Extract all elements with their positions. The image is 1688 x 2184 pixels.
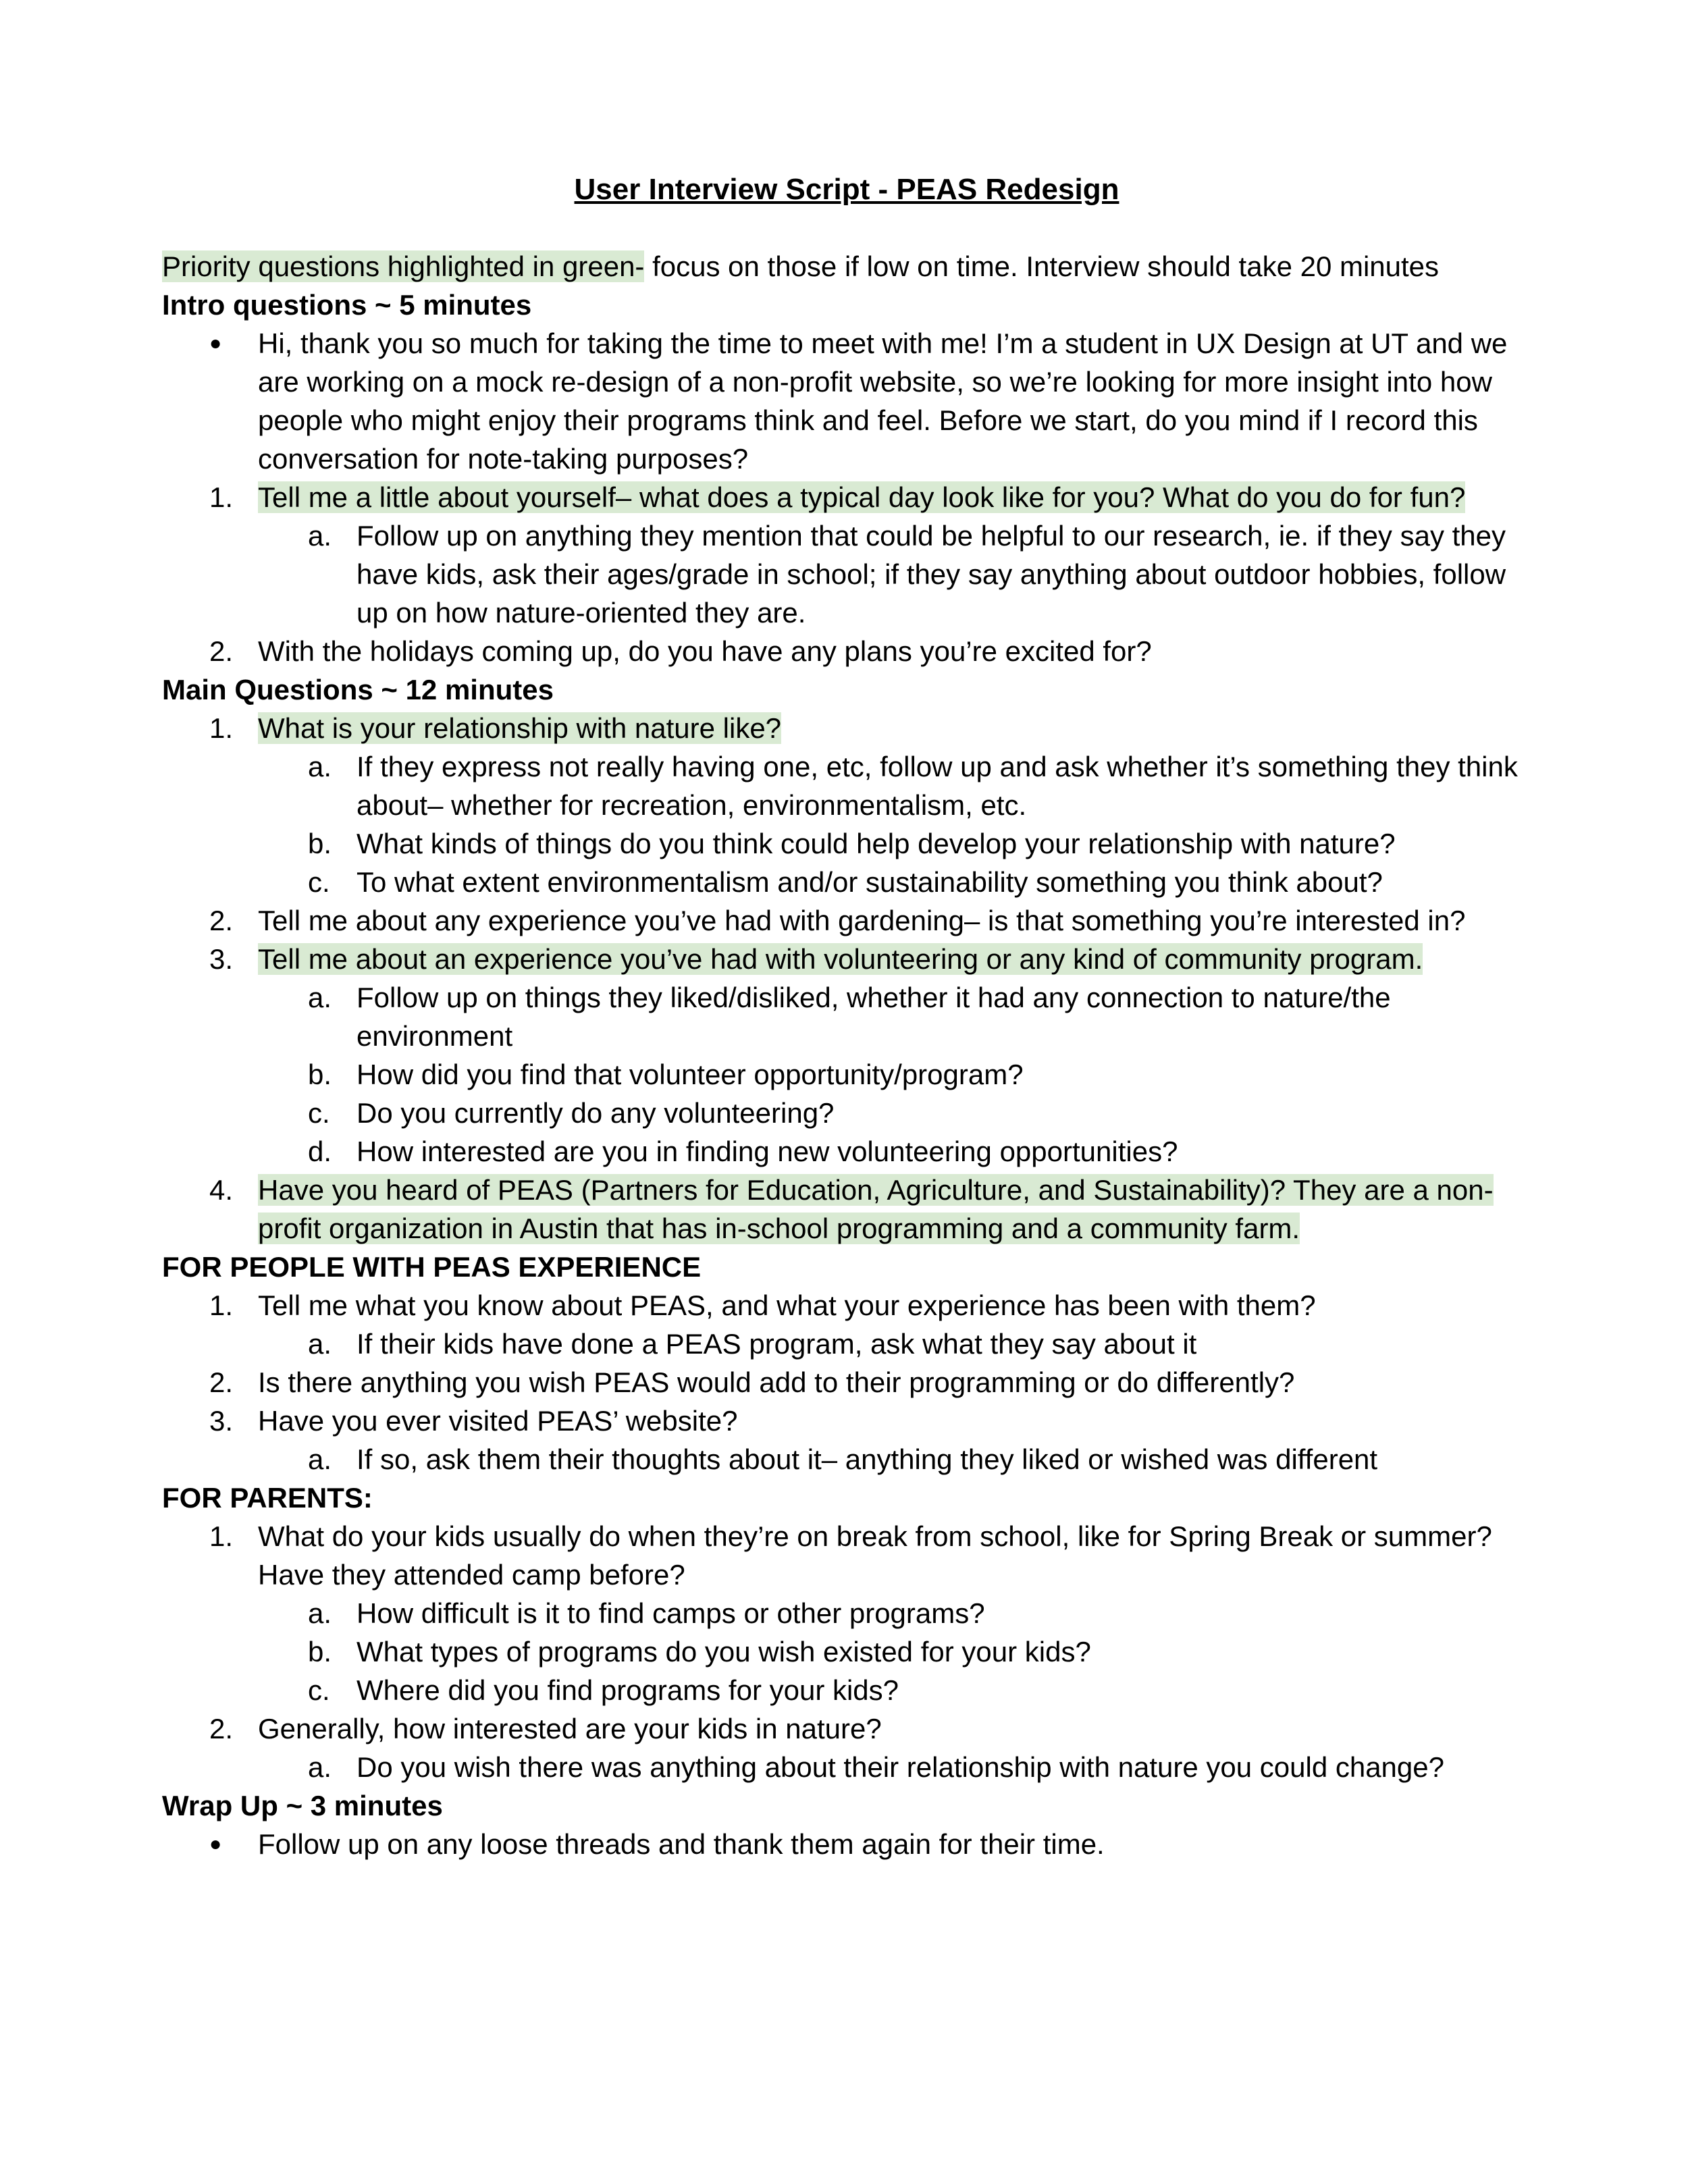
number-marker: 2. [209,905,234,936]
number-marker: a. [308,1751,332,1783]
line-text [357,1094,1531,1132]
number-marker: c. [308,1674,330,1706]
number-marker: a. [308,1597,332,1629]
number-marker: 2. [209,635,234,667]
number-marker: c. [308,866,330,898]
list-item [162,1325,1531,1363]
list-item [162,1363,1531,1402]
line-text [258,478,1531,516]
highlighted-text: Have you heard of PEAS (Partners for Education, Agriculture, and Sustainability)? They are a non-profit organization in Austin that has in-school programming and a community farm. [258,1174,1494,1244]
line-text [162,1790,443,1821]
number-marker: b. [308,1059,332,1090]
line-text [357,1594,1531,1632]
line-text [357,863,1531,901]
section-heading [162,670,1531,709]
line-text [258,1517,1531,1594]
list-item [162,1055,1531,1094]
paragraph [162,247,1531,286]
document-body [162,247,1531,1863]
plain-text: What types of programs do you wish existed for your kids? [357,1636,1091,1668]
list-item [162,478,1531,516]
plain-text: What kinds of things do you think could help develop your relationship with nature? [357,828,1396,859]
number-marker: b. [308,828,332,859]
list-item [162,747,1531,824]
number-marker: 2. [209,1713,234,1744]
list-item [162,1748,1531,1786]
line-text [258,1171,1531,1248]
list-item [162,940,1531,978]
line-text [357,978,1531,1055]
plain-text: Where did you find programs for your kids? [357,1674,899,1706]
highlighted-text: What is your relationship with nature like? [258,712,782,744]
number-marker: 1. [209,1520,234,1552]
list-item [162,632,1531,670]
list-item [162,1517,1531,1594]
line-text [258,632,1531,670]
list-item [162,1825,1531,1863]
plain-text: Tell me about any experience you’ve had with gardening– is that something you’re interested in? [258,905,1466,936]
line-text [258,1825,1531,1863]
number-marker: a. [308,1328,332,1360]
plain-text: How interested are you in finding new volunteering opportunities? [357,1136,1178,1167]
line-text [258,940,1531,978]
list-item [162,1094,1531,1132]
line-text [357,1632,1531,1671]
plain-text: How did you find that volunteer opportunity/program? [357,1059,1024,1090]
document-title: User Interview Script - PEAS Redesign [574,173,1119,206]
line-text [357,824,1531,863]
plain-text: Wrap Up ~ 3 minutes [162,1790,443,1821]
plain-text: focus on those if low on time. Interview should take 20 minutes [644,250,1440,282]
line-text [258,324,1531,478]
line-text [162,250,1439,282]
line-text [357,516,1531,632]
line-text [258,1363,1531,1402]
number-marker: a. [308,751,332,782]
plain-text: If they express not really having one, etc, follow up and ask whether it’s something they think about– whether for recreation, environmentalism, etc. [357,751,1518,821]
plain-text: What do your kids usually do when they’re on break from school, like for Spring Break or summer? Have they attended camp before? [258,1520,1492,1591]
plain-text: Main Questions ~ 12 minutes [162,674,554,705]
number-marker: a. [308,520,332,552]
line-text [357,1325,1531,1363]
plain-text: Do you currently do any volunteering? [357,1097,835,1129]
number-marker: 3. [209,943,234,975]
list-item [162,1286,1531,1325]
number-marker: 1. [209,481,234,513]
number-marker: 1. [209,1289,234,1321]
plain-text: Follow up on things they liked/disliked, whether it had any connection to nature/the environment [357,982,1391,1052]
plain-text: To what extent environmentalism and/or sustainability something you think about? [357,866,1383,898]
line-text [357,1671,1531,1709]
section-heading [162,1786,1531,1825]
line-text [258,1402,1531,1440]
plain-text: Generally, how interested are your kids in nature? [258,1713,882,1744]
number-marker: c. [308,1097,330,1129]
line-text [357,1132,1531,1171]
line-text [162,289,531,321]
bullet-marker: ● [209,1833,222,1855]
list-item [162,863,1531,901]
line-text [357,747,1531,824]
highlighted-text: Tell me about an experience you’ve had with volunteering or any kind of community program. [258,943,1423,975]
list-item [162,1132,1531,1171]
number-marker: 4. [209,1174,234,1206]
plain-text: Follow up on any loose threads and thank them again for their time. [258,1828,1105,1860]
list-item [162,978,1531,1055]
plain-text: FOR PARENTS: [162,1482,373,1514]
number-marker: d. [308,1136,332,1167]
highlighted-text: Tell me a little about yourself– what does a typical day look like for you? What do you do for fun? [258,481,1466,513]
number-marker: a. [308,1443,332,1475]
line-text [162,1482,373,1514]
list-item [162,1709,1531,1748]
list-item [162,1171,1531,1248]
line-text [258,1709,1531,1748]
list-item [162,324,1531,478]
plain-text: With the holidays coming up, do you have any plans you’re excited for? [258,635,1152,667]
list-item [162,1671,1531,1709]
list-item [162,1440,1531,1479]
plain-text: Do you wish there was anything about their relationship with nature you could change? [357,1751,1444,1783]
number-marker: 1. [209,712,234,744]
list-item [162,1632,1531,1671]
number-marker: 2. [209,1366,234,1398]
highlighted-text: Priority questions highlighted in green- [162,250,645,282]
line-text [357,1440,1531,1479]
plain-text: Follow up on anything they mention that could be helpful to our research, ie. if they say they have kids, ask their ages/grade in school; if they say anything about outdoor hobbies, follow up on how nature-oriented they are. [357,520,1506,629]
plain-text: Have you ever visited PEAS’ website? [258,1405,738,1437]
plain-text: Intro questions ~ 5 minutes [162,289,532,321]
section-heading [162,1248,1531,1286]
section-heading [162,1479,1531,1517]
line-text [357,1748,1531,1786]
list-item [162,1402,1531,1440]
list-item [162,516,1531,632]
line-text [162,1251,701,1283]
plain-text: If their kids have done a PEAS program, ask what they say about it [357,1328,1197,1360]
section-heading [162,286,1531,324]
line-text [258,1286,1531,1325]
list-item [162,709,1531,747]
number-marker: 3. [209,1405,234,1437]
bullet-marker: ● [209,332,222,354]
plain-text: How difficult is it to find camps or other programs? [357,1597,985,1629]
list-item [162,901,1531,940]
plain-text: If so, ask them their thoughts about it– anything they liked or wished was different [357,1443,1378,1475]
list-item [162,1594,1531,1632]
line-text [258,901,1531,940]
line-text [162,674,554,705]
plain-text: Is there anything you wish PEAS would add to their programming or do differently? [258,1366,1295,1398]
plain-text: Hi, thank you so much for taking the time to meet with me! I’m a student in UX Design at UT and we are working on a mock re-design of a non-profit website, so we’re looking for more insight into how people who might enjoy their programs think and feel. Before we start, do you mind if I record this conversation for note-taking purposes? [258,327,1508,475]
line-text [258,709,1531,747]
plain-text: Tell me what you know about PEAS, and what your experience has been with them? [258,1289,1316,1321]
plain-text: FOR PEOPLE WITH PEAS EXPERIENCE [162,1251,702,1283]
number-marker: a. [308,982,332,1013]
number-marker: b. [308,1636,332,1668]
line-text [357,1055,1531,1094]
list-item [162,824,1531,863]
